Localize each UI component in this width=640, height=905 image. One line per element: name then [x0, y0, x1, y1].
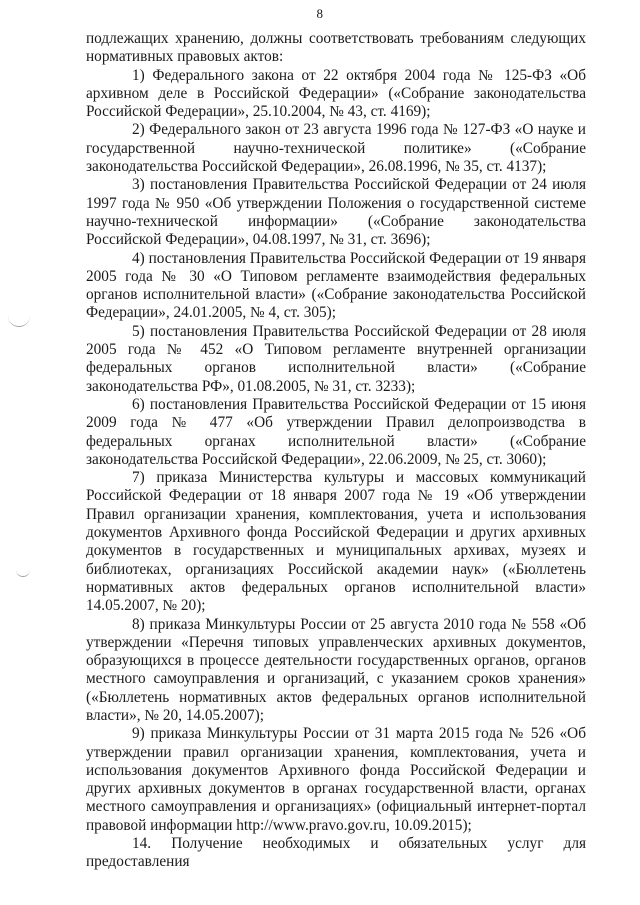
- document-body: [86, 30, 586, 872]
- page-number: 8: [316, 6, 324, 21]
- list-item-2: 2) Федерального закон от 23 августа 1996 года № 127-ФЗ «О науке и государственной научно-технической политике» («Собрание законодательства Российской Федерации», 26.08.1996, № 35, ст. 4137);: [86, 121, 586, 176]
- list-item-1: 1) Федерального закона от 22 октября 2004 года № 125-ФЗ «Об архивном деле в Российской Федерации» («Собрание законодательства Российской Федерации», 25.10.2004, № 43, ст. 4169);: [86, 66, 586, 121]
- list-item-3: 3) постановления Правительства Российской Федерации от 24 июля 1997 года № 950 «Об утверждении Положения о государственной системе научно-технической информации» («Собрание законодательства Российской Федерации», 04.08.1997, № 31, ст. 3696);: [86, 176, 586, 249]
- list-item-9: 9) приказа Минкультуры России от 31 марта 2015 года № 526 «Об утверждении правил организации хранения, комплектования, учета и использования документов Архивного фонда Российской Федерации и других архивных документов в органах государственной власти, органах местного самоуправления и организациях» (официальный интернет-портал правовой информации http://www.pravo.gov.ru, 10.09.2015);: [86, 725, 586, 834]
- scan-artifact-mark: [8, 312, 30, 327]
- list-item-8: 8) приказа Минкультуры России от 25 августа 2010 года № 558 «Об утверждении «Перечня типовых управленческих архивных документов, образующихся в процессе деятельности государственных органов, органов местного самоуправления и организаций, с указанием сроков хранения» («Бюллетень нормативных актов федеральных органов исполнительной власти», № 20, 14.05.2007);: [86, 615, 586, 724]
- list-item-5: 5) постановления Правительства Российской Федерации от 28 июля 2005 года № 452 «О Типовом регламенте внутренней организации федеральных органов исполнительной власти» («Собрание законодательства РФ», 01.08.2005, № 31, ст. 3233);: [86, 322, 586, 395]
- list-item-6: 6) постановления Правительства Российской Федерации от 15 июня 2009 года № 477 «Об утверждении Правил делопроизводства в федеральных органах исполнительной власти» («Собрание законодательства Российской Федерации», 22.06.2009, № 25, ст. 3060);: [86, 395, 586, 468]
- list-item-4: 4) постановления Правительства Российской Федерации от 19 января 2005 года № 30 «О Типовом регламенте взаимодействия федеральных органов исполнительной власти» («Собрание законодательства Российской Федерации», 24.01.2005, № 4, ст. 305);: [86, 249, 586, 322]
- list-item-7: 7) приказа Министерства культуры и массовых коммуникаций Российской Федерации от 18 января 2007 года № 19 «Об утверждении Правил организации хранения, комплектования, учета и использования документов Архивного фонда Российской Федерации и других архивных документов в государственных и муниципальных архивах, музеях и библиотеках, организациях Российской академии наук» («Бюллетень нормативных актов федеральных органов исполнительной власти» 14.05.2007, № 20);: [86, 469, 586, 615]
- intro-paragraph: подлежащих хранению, должны соответствовать требованиям следующих нормативных правовых актов:: [86, 30, 586, 66]
- section-14-paragraph: 14. Получение необходимых и обязательных услуг для предоставления: [86, 835, 586, 871]
- scan-artifact-mark: [16, 562, 30, 577]
